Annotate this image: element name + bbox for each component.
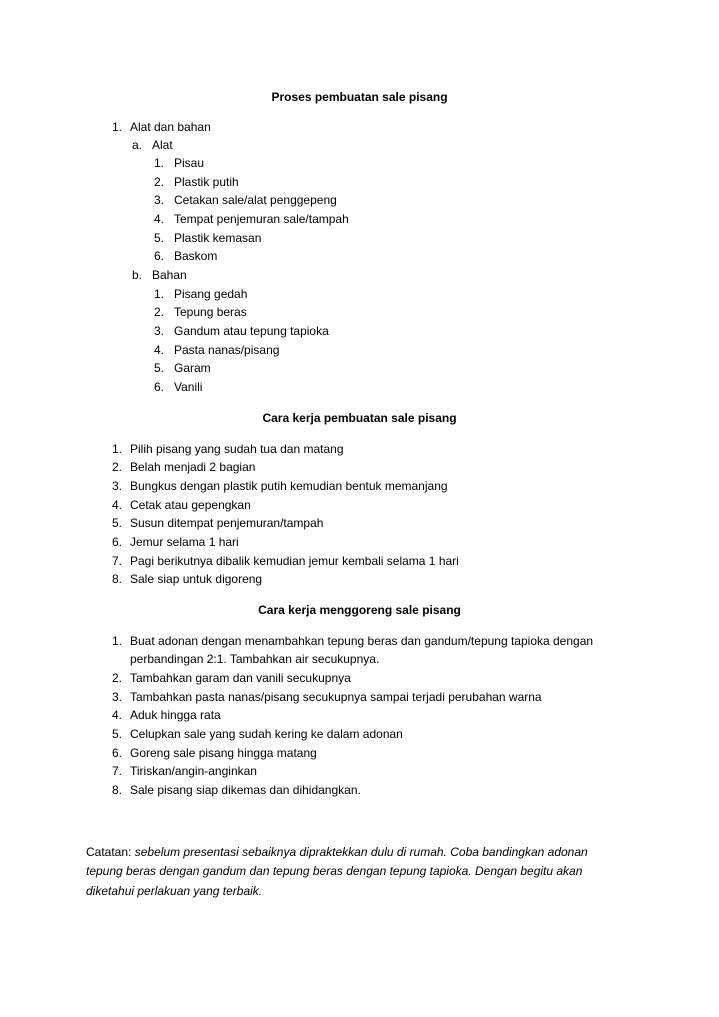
list-item-number: 2. <box>153 305 164 319</box>
section-number: 1. <box>111 120 122 134</box>
step-text: Cetak atau gepengkan <box>130 498 251 512</box>
note-text: sebelum presentasi sebaiknya dipraktekkan dulu di rumah. Coba bandingkan adonan <box>134 845 588 859</box>
step-number: 2. <box>111 671 122 685</box>
section-title-alat-bahan: Alat dan bahan <box>130 120 211 134</box>
step-number: 3. <box>111 690 122 704</box>
list-item: Cetakan sale/alat penggepeng <box>174 193 337 207</box>
subsection-letter-bahan: b. <box>131 268 142 282</box>
list-item-number: 3. <box>153 324 164 338</box>
list-item: Vanili <box>174 380 203 394</box>
list-item-number: 5. <box>153 231 164 245</box>
note-text: diketahui perlakuan yang terbaik. <box>86 884 263 898</box>
list-item-number: 4. <box>153 343 164 357</box>
step-text: Pagi berikutnya dibalik kemudian jemur kembali selama 1 hari <box>130 554 459 568</box>
list-item-number: 4. <box>153 212 164 226</box>
list-item-number: 3. <box>153 193 164 207</box>
note-line-1 <box>86 845 646 859</box>
list-item: Gandum atau tepung tapioka <box>174 324 329 338</box>
step-text: Bungkus dengan plastik putih kemudian bentuk memanjang <box>130 479 448 493</box>
step-text-continuation: perbandingan 2:1. Tambahkan air secukupnya. <box>130 652 380 666</box>
step-number: 7. <box>111 764 122 778</box>
step-text: Sale pisang siap dikemas dan dihidangkan. <box>130 783 361 797</box>
step-text: Susun ditempat penjemuran/tampah <box>130 516 324 530</box>
section-heading-menggoreng: Cara kerja menggoreng sale pisang <box>258 603 461 617</box>
step-number: 3. <box>111 479 122 493</box>
list-item-number: 2. <box>153 175 164 189</box>
list-item-number: 1. <box>153 287 164 301</box>
list-item-number: 6. <box>153 380 164 394</box>
list-item-number: 6. <box>153 249 164 263</box>
page-title: Proses pembuatan sale pisang <box>271 90 448 104</box>
section-heading-cara-kerja: Cara kerja pembuatan sale pisang <box>262 411 457 425</box>
step-number: 8. <box>111 572 122 586</box>
list-item-number: 1. <box>153 156 164 170</box>
step-number: 6. <box>111 535 122 549</box>
step-text: Tambahkan garam dan vanili secukupnya <box>130 671 351 685</box>
list-item: Garam <box>174 361 211 375</box>
list-item: Pisang gedah <box>174 287 248 301</box>
step-number: 1. <box>111 442 122 456</box>
step-number: 5. <box>111 516 122 530</box>
step-number: 6. <box>111 746 122 760</box>
list-item: Pisau <box>174 156 205 170</box>
note-label: Catatan: <box>86 845 132 859</box>
step-text: Aduk hingga rata <box>130 708 221 722</box>
subsection-letter-alat: a. <box>131 138 142 152</box>
list-item: Pasta nanas/pisang <box>174 343 280 357</box>
list-item: Plastik kemasan <box>174 231 262 245</box>
list-item: Tepung beras <box>174 305 247 319</box>
step-number: 4. <box>111 498 122 512</box>
step-number: 2. <box>111 460 122 474</box>
step-text: Tiriskan/angin-anginkan <box>130 764 257 778</box>
note-line-2 <box>86 864 646 878</box>
subsection-title-bahan: Bahan <box>152 268 187 282</box>
step-number: 4. <box>111 708 122 722</box>
step-text: Tambahkan pasta nanas/pisang secukupnya sampai terjadi perubahan warna <box>130 690 542 704</box>
step-text: Belah menjadi 2 bagian <box>130 460 256 474</box>
step-text: Sale siap untuk digoreng <box>130 572 263 586</box>
step-text: Buat adonan dengan menambahkan tepung beras dan gandum/tepung tapioka dengan <box>130 634 594 648</box>
step-text: Pilih pisang yang sudah tua dan matang <box>130 442 344 456</box>
subsection-title-alat: Alat <box>152 138 173 152</box>
list-item-number: 5. <box>153 361 164 375</box>
step-text: Jemur selama 1 hari <box>130 535 239 549</box>
note-text: tepung beras dengan gandum dan tepung beras dengan tepung tapioka. Dengan begitu akan <box>86 864 583 878</box>
list-item: Plastik putih <box>174 175 239 189</box>
step-number: 1. <box>111 634 122 648</box>
step-number: 5. <box>111 727 122 741</box>
step-text: Celupkan sale yang sudah kering ke dalam adonan <box>130 727 403 741</box>
list-item: Tempat penjemuran sale/tampah <box>174 212 349 226</box>
step-text: Goreng sale pisang hingga matang <box>130 746 317 760</box>
list-item: Baskom <box>174 249 218 263</box>
step-number: 8. <box>111 783 122 797</box>
step-number: 7. <box>111 554 122 568</box>
note-line-3 <box>86 884 646 898</box>
